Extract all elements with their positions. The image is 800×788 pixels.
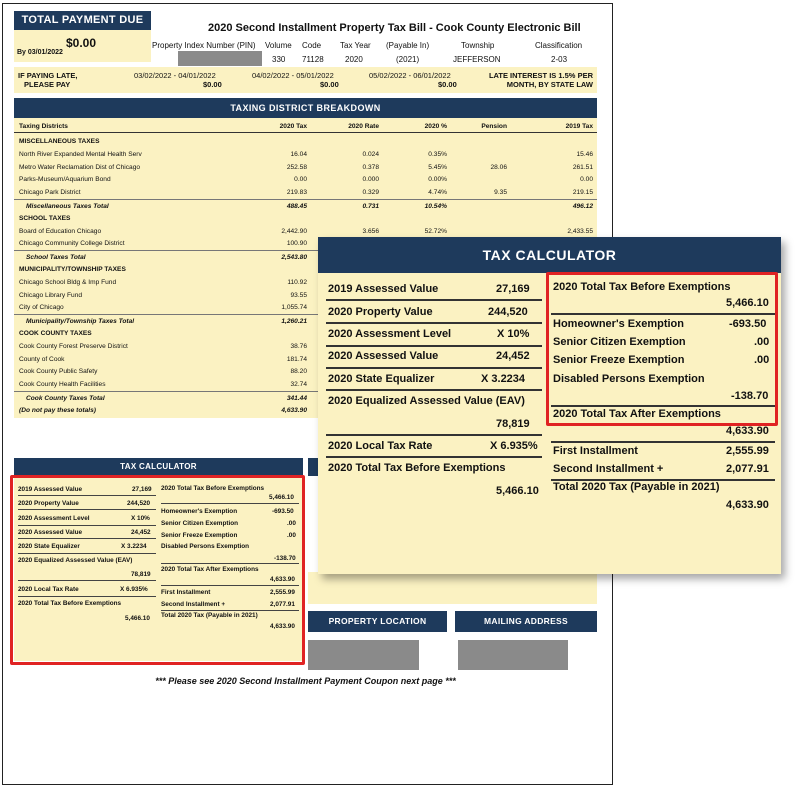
cell-tax: 32.74 xyxy=(290,381,307,389)
cell-tax: 219.83 xyxy=(286,189,307,197)
property-location-header: PROPERTY LOCATION xyxy=(308,611,447,632)
z-equalizer: X 3.2234 xyxy=(481,373,526,385)
cell-name: Cook County Taxes Total xyxy=(26,395,105,402)
code-value: 71128 xyxy=(302,55,324,64)
cell-name: Municipality/Township Taxes Total xyxy=(26,318,135,326)
payable-in-value: (2021) xyxy=(396,55,420,64)
col-header-2020-tax: 2020 Tax xyxy=(279,123,307,130)
sm-total-before-label: 2020 Total Tax Before Exemptions xyxy=(161,485,265,492)
cell-pct: 0.35% xyxy=(428,150,447,158)
z-eav-label: 2020 Equalized Assessed Value (EAV) xyxy=(328,395,525,407)
sm-assessed-2019-value: 27,169 xyxy=(132,486,152,493)
cell-name: Cook County Forest Preserve District xyxy=(19,342,128,350)
z-senior-citizen: .00 xyxy=(754,336,770,348)
cell-tax: 4,633.90 xyxy=(281,406,307,414)
cell-tax: 1,055.74 xyxy=(281,304,307,312)
z-homeowner-label: Homeowner's Exemption xyxy=(553,318,684,330)
z-rule xyxy=(551,441,775,443)
cell-name: Chicago Library Fund xyxy=(19,291,83,299)
cell-name: Metro Water Reclamation Dist of Chicago xyxy=(19,163,141,171)
late-label-2: PLEASE PAY xyxy=(24,80,71,89)
small-calculator-highlight xyxy=(10,475,305,665)
due-by-date: By 03/01/2022 xyxy=(17,49,63,56)
sm-assessment-level-label: 2020 Assessment Level xyxy=(18,515,90,522)
sm-eav-label: 2020 Equalized Assessed Value (EAV) xyxy=(18,557,133,564)
late-interest-note-2: MONTH, BY STATE LAW xyxy=(506,80,593,89)
z-rule xyxy=(326,367,542,369)
z-total-before-left-label: 2020 Total Tax Before Exemptions xyxy=(328,462,506,474)
cell-prior: 219.15 xyxy=(572,189,593,197)
z-disabled-label: Disabled Persons Exemption xyxy=(553,373,705,385)
cell-prior: 0.00 xyxy=(580,176,593,184)
sm-senior-citizen-label: Senior Citizen Exemption xyxy=(161,520,239,527)
volume-value: 330 xyxy=(272,55,286,64)
tax-year-label: Tax Year xyxy=(340,41,371,50)
cell-pct: 5.45% xyxy=(428,163,447,171)
z-total-2020-label: Total 2020 Tax (Payable in 2021) xyxy=(553,481,720,493)
z-senior-freeze: .00 xyxy=(754,354,770,366)
cell-tax: 2,543.80 xyxy=(281,254,307,262)
cell-tax: 16.04 xyxy=(290,150,307,158)
z-total-before: 5,466.10 xyxy=(726,297,769,309)
cell-prior: 261.51 xyxy=(572,163,593,171)
volume-label: Volume xyxy=(265,41,292,50)
sm-total-before-left-label: 2020 Total Tax Before Exemptions xyxy=(18,600,122,607)
cell-tax: 0.00 xyxy=(294,176,307,184)
col-header-2019-tax: 2019 Tax xyxy=(565,123,593,130)
sm-assessed-2020: 24,452 xyxy=(131,529,151,536)
cell-name: School Taxes Total xyxy=(26,254,86,262)
z-equalizer-label: 2020 State Equalizer xyxy=(328,373,435,385)
mailing-address-header: MAILING ADDRESS xyxy=(455,611,597,632)
z-assessed-2020-label: 2020 Assessed Value xyxy=(328,350,439,362)
z-eav: 78,819 xyxy=(496,418,530,430)
mailing-address-redacted xyxy=(458,640,568,670)
cell-name: SCHOOL TAXES xyxy=(19,214,71,222)
cell-tax: 2,442.90 xyxy=(281,227,307,235)
cell-pct: 52.72% xyxy=(424,227,447,235)
sm-local-rate: X 6.935% xyxy=(120,586,148,593)
sm-property-value: 244,520 xyxy=(127,500,151,507)
z-rule xyxy=(326,389,542,391)
z-assessed-2019-label: 2019 Assessed Value xyxy=(328,283,439,295)
sm-assessed-2019-label: 2019 Assessed Value xyxy=(18,486,83,493)
cell-name: Chicago School Bldg & Imp Fund xyxy=(19,278,117,286)
z-total-before-label: 2020 Total Tax Before Exemptions xyxy=(553,281,731,293)
sm-eav: 78,819 xyxy=(131,571,151,578)
sm-total-after-label: 2020 Total Tax After Exemptions xyxy=(161,566,259,573)
cell-tax: 488.45 xyxy=(286,203,307,210)
cell-pct: 0.00% xyxy=(428,176,447,184)
cell-name: Miscellaneous Taxes Total xyxy=(26,203,109,210)
classification-value: 2-03 xyxy=(551,55,568,64)
sm-second-inst-label: Second Installment + xyxy=(161,601,226,608)
total-due-amount: $0.00 xyxy=(66,36,97,50)
cell-rate: 0.731 xyxy=(362,203,379,210)
cell-pension: 9.35 xyxy=(494,189,507,197)
z-assessment-level-label: 2020 Assessment Level xyxy=(328,328,452,340)
sm-assessed-2020-label: 2020 Assessed Value xyxy=(18,529,83,536)
township-value: JEFFERSON xyxy=(453,55,501,64)
cell-name: MUNICIPALITY/TOWNSHIP TAXES xyxy=(19,266,126,273)
section-heading-row xyxy=(14,135,597,148)
classification-label: Classification xyxy=(535,41,583,50)
cell-tax: 341.44 xyxy=(286,395,307,402)
cell-pct: 10.54% xyxy=(424,203,447,210)
sm-second-inst: 2,077.91 xyxy=(270,601,295,608)
late-payment-strip xyxy=(14,67,597,93)
cell-rate: 0.378 xyxy=(362,163,379,171)
cell-name: Chicago Park District xyxy=(19,189,81,197)
sm-homeowner-label: Homeowner's Exemption xyxy=(161,508,238,515)
sm-property-value-label: 2020 Property Value xyxy=(18,500,79,507)
cell-name: MISCELLANEOUS TAXES xyxy=(19,138,100,145)
cell-tax: 88.20 xyxy=(290,368,307,376)
sm-senior-freeze: .00 xyxy=(287,532,296,539)
col-header-2020-pct: 2020 % xyxy=(424,123,447,130)
z-property-value-label: 2020 Property Value xyxy=(328,306,433,318)
coupon-note: *** Please see 2020 Second Installment Payment Coupon next page *** xyxy=(155,676,456,686)
z-first-inst: 2,555.99 xyxy=(726,445,769,457)
sm-disabled-label: Disabled Persons Exemption xyxy=(161,543,250,550)
z-first-inst-label: First Installment xyxy=(553,445,638,457)
late-period-3-amount: $0.00 xyxy=(438,80,457,89)
cell-tax: 181.74 xyxy=(286,355,307,363)
section-heading-row xyxy=(14,212,597,225)
cell-name: County of Cook xyxy=(19,355,65,363)
cell-rate: 0.329 xyxy=(362,189,379,197)
total-payment-due-header: TOTAL PAYMENT DUE xyxy=(14,11,151,30)
sm-total-2020: 4,633.90 xyxy=(270,623,295,630)
cell-tax: 100.90 xyxy=(286,240,307,248)
sm-total-before-left: 5,466.10 xyxy=(125,615,150,622)
z-senior-citizen-label: Senior Citizen Exemption xyxy=(553,336,686,348)
cell-rate: 3.656 xyxy=(362,227,379,235)
z-assessed-2020: 24,452 xyxy=(496,350,530,362)
table-header-row xyxy=(14,120,597,133)
late-period-1-amount: $0.00 xyxy=(203,80,222,89)
z-total-after-label: 2020 Total Tax After Exemptions xyxy=(553,408,721,420)
tax-year-value: 2020 xyxy=(345,55,363,64)
cell-tax: 252.58 xyxy=(286,163,307,171)
z-rule xyxy=(326,345,542,347)
payable-in-label: (Payable In) xyxy=(386,41,430,50)
sm-senior-freeze-label: Senior Freeze Exemption xyxy=(161,532,238,539)
cell-prior: 496.12 xyxy=(572,203,593,210)
table-row xyxy=(14,225,597,238)
cell-pct: 4.74% xyxy=(428,189,447,197)
z-assessed-2019: 27,169 xyxy=(496,283,530,295)
total-row xyxy=(14,199,597,212)
cell-name: Board of Education Chicago xyxy=(19,227,102,235)
table-row xyxy=(14,161,597,174)
z-property-value: 244,520 xyxy=(488,306,528,318)
township-label: Township xyxy=(461,41,495,50)
cell-tax: 38.76 xyxy=(290,342,307,350)
sm-equalizer: X 3.2234 xyxy=(121,543,147,550)
z-total-2020: 4,633.90 xyxy=(726,499,769,511)
z-second-inst-label: Second Installment + xyxy=(553,463,664,475)
cell-rate: 0.024 xyxy=(362,150,379,158)
cell-name: COOK COUNTY TAXES xyxy=(19,330,92,337)
z-rule xyxy=(326,456,542,458)
cell-rate: 0.000 xyxy=(362,176,379,184)
cell-name: Chicago Community College District xyxy=(19,240,125,248)
cell-name: Cook County Public Safety xyxy=(19,368,98,376)
z-local-rate: X 6.935% xyxy=(490,440,538,452)
z-rule xyxy=(326,322,542,324)
z-total-after: 4,633.90 xyxy=(726,425,769,437)
cell-name: Parks-Museum/Aquarium Bond xyxy=(19,176,111,184)
late-period-1-range: 03/02/2022 - 04/01/2022 xyxy=(134,71,216,80)
sm-assessment-level: X 10% xyxy=(131,515,150,522)
z-homeowner: -693.50 xyxy=(729,318,767,330)
cell-tax: 93.55 xyxy=(290,291,307,299)
sm-senior-citizen: .00 xyxy=(287,520,296,527)
z-disabled: -138.70 xyxy=(731,390,769,402)
z-second-inst: 2,077.91 xyxy=(726,463,769,475)
small-tax-calculator-header: TAX CALCULATOR xyxy=(14,458,303,476)
late-interest-note-1: LATE INTEREST IS 1.5% PER xyxy=(488,71,593,80)
sm-total-2020-label: Total 2020 Tax (Payable in 2021) xyxy=(161,612,258,619)
z-senior-freeze-label: Senior Freeze Exemption xyxy=(553,354,685,366)
z-rule xyxy=(326,434,542,436)
col-header-pension: Pension xyxy=(481,123,507,130)
late-period-2-amount: $0.00 xyxy=(320,80,339,89)
cell-name: City of Chicago xyxy=(19,304,64,312)
cell-prior: 15.46 xyxy=(576,150,593,158)
bill-title: 2020 Second Installment Property Tax Bill - Cook County Electronic Bill xyxy=(208,22,581,34)
sm-homeowner: -693.50 xyxy=(272,508,294,515)
cream-strip xyxy=(308,572,597,604)
pin-redacted xyxy=(178,51,262,66)
property-location-redacted xyxy=(308,640,419,670)
late-period-2-range: 04/02/2022 - 05/01/2022 xyxy=(252,71,334,80)
late-period-3-range: 05/02/2022 - 06/01/2022 xyxy=(369,71,451,80)
sm-first-inst: 2,555.99 xyxy=(270,589,295,596)
cell-tax: 1,260.21 xyxy=(281,318,307,326)
late-label-1: IF PAYING LATE, xyxy=(18,71,78,80)
cell-tax: 110.92 xyxy=(287,278,307,286)
z-rule xyxy=(326,299,542,301)
table-row xyxy=(14,173,597,186)
sm-total-before: 5,466.10 xyxy=(269,494,294,501)
cell-pension: 28.06 xyxy=(490,163,507,171)
sm-first-inst-label: First Installment xyxy=(161,589,211,596)
taxing-district-breakdown-header: TAXING DISTRICT BREAKDOWN xyxy=(14,98,597,118)
table-row xyxy=(14,186,597,199)
sm-disabled: -138.70 xyxy=(274,555,296,562)
sm-total-after: 4,633.90 xyxy=(270,576,295,583)
z-local-rate-label: 2020 Local Tax Rate xyxy=(328,440,433,452)
total-payment-due-box xyxy=(14,30,151,62)
z-total-before-left: 5,466.10 xyxy=(496,485,539,497)
col-header-districts: Taxing Districts xyxy=(19,123,68,130)
z-assessment-level: X 10% xyxy=(497,328,530,340)
sm-local-rate-label: 2020 Local Tax Rate xyxy=(18,586,79,593)
code-label: Code xyxy=(302,41,322,50)
pin-label: Property Index Number (PIN) xyxy=(152,41,256,50)
zoomed-calculator-header: TAX CALCULATOR xyxy=(318,237,781,273)
cell-name: Cook County Health Facilities xyxy=(19,381,106,389)
cell-prior: 2,433.55 xyxy=(567,227,593,235)
table-row xyxy=(14,148,597,161)
cell-name: (Do not pay these totals) xyxy=(19,406,96,414)
sm-equalizer-label: 2020 State Equalizer xyxy=(18,543,80,550)
zoomed-calculator-highlight xyxy=(546,272,778,426)
col-header-2020-rate: 2020 Rate xyxy=(348,123,379,130)
cell-name: North River Expanded Mental Health Serv xyxy=(19,150,142,158)
